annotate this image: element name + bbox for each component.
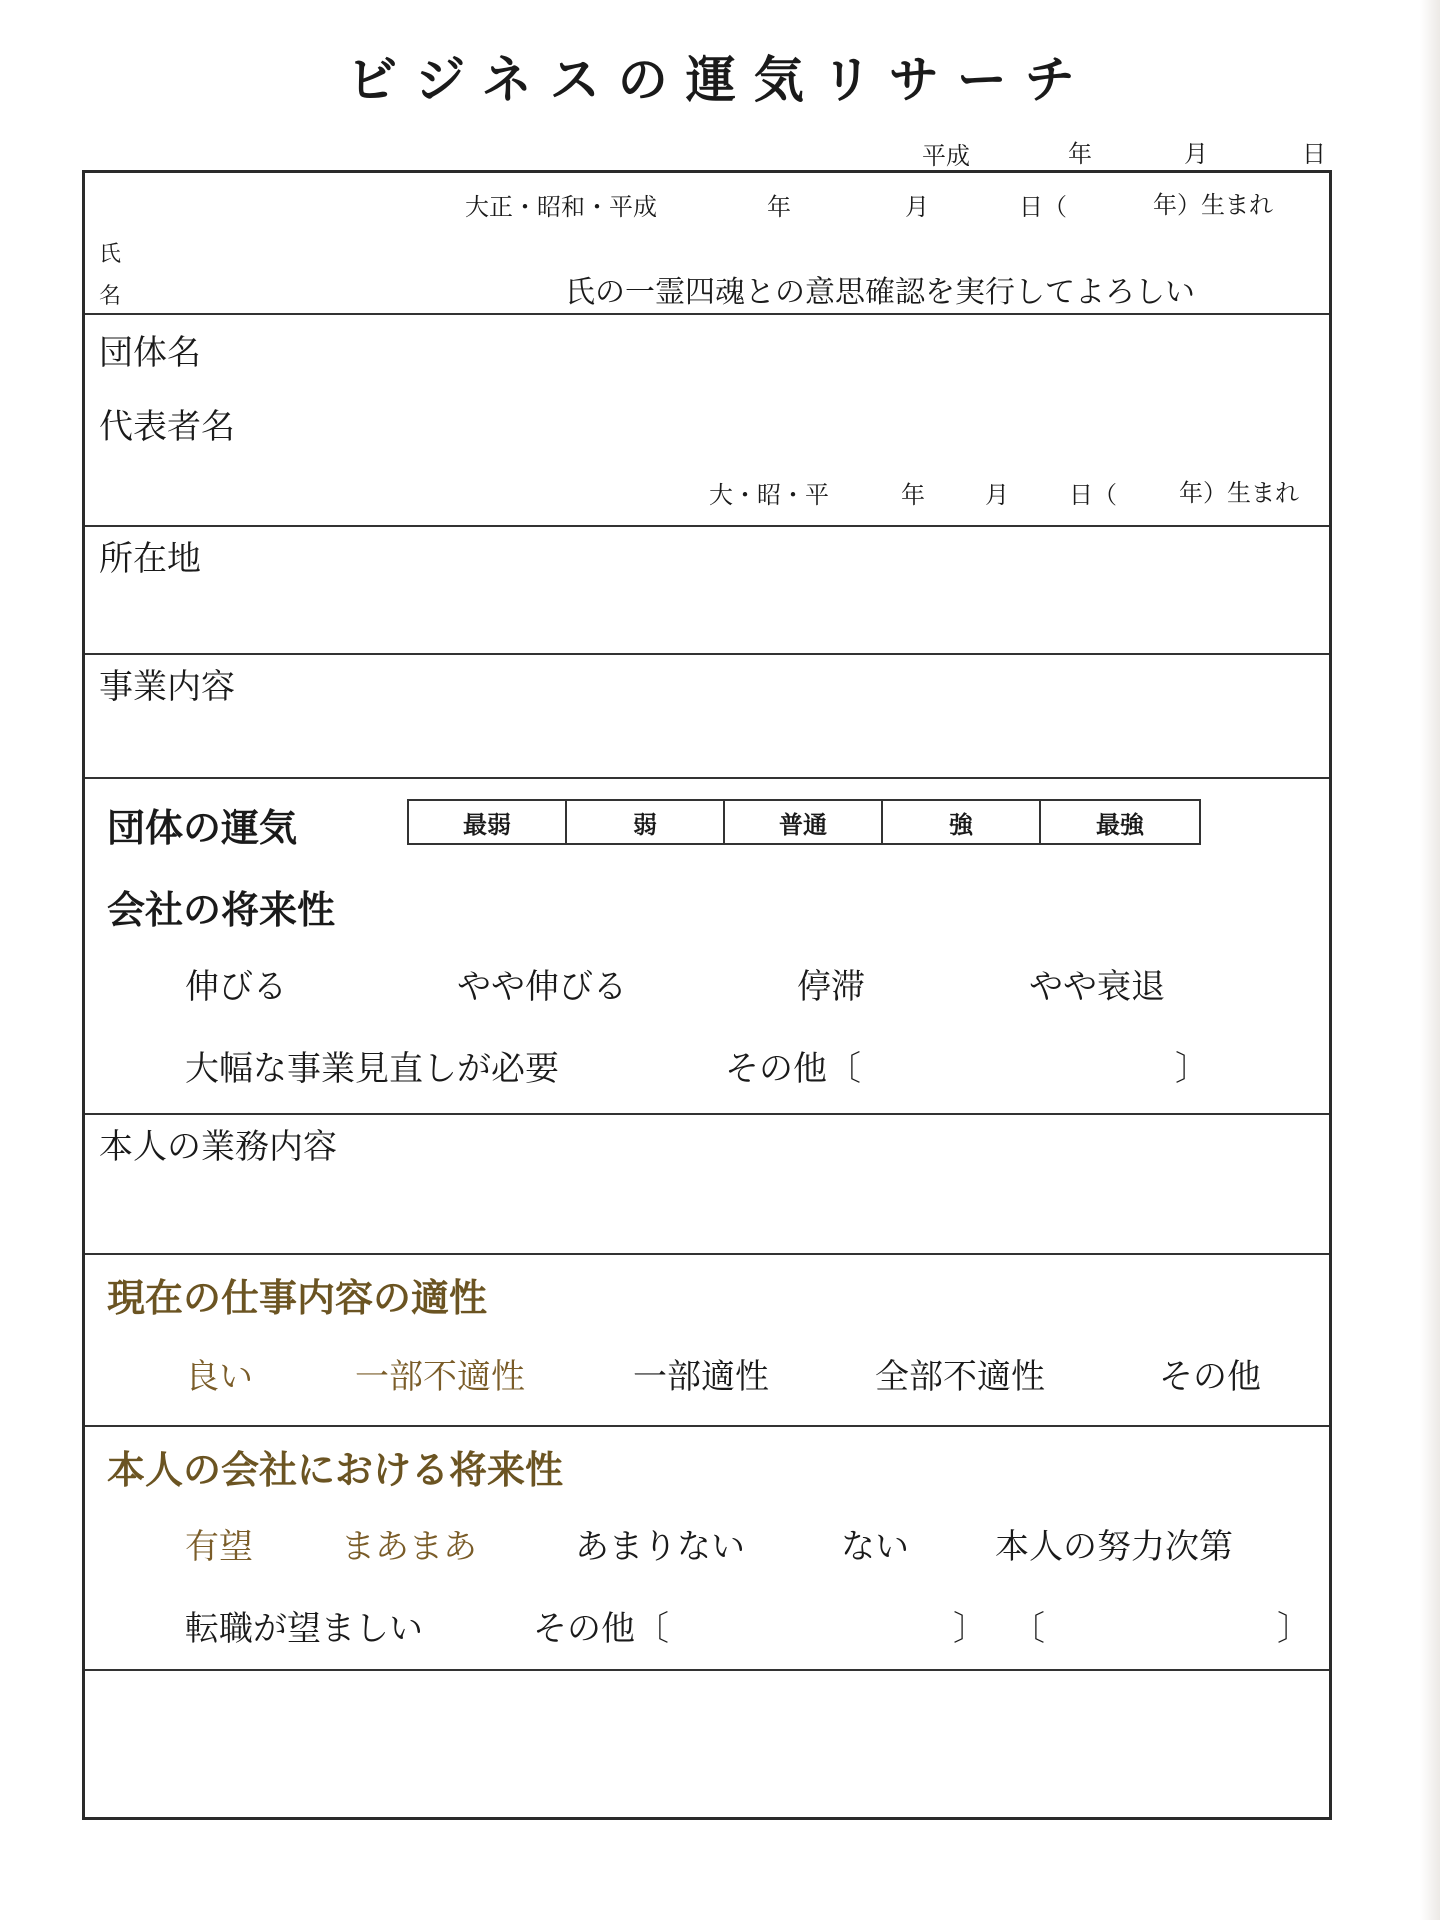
name-label-char1: 氏 <box>99 242 122 267</box>
company-future-option[interactable]: 伸びる <box>185 967 287 1007</box>
name-birth-month: 月 <box>905 193 929 221</box>
date-month: 月 <box>1184 140 1208 168</box>
company-future-option[interactable]: やや伸びる <box>457 967 627 1007</box>
personal-future-option[interactable]: 有望 <box>185 1527 253 1567</box>
address-label: 所在地 <box>99 539 201 579</box>
company-future-review-option[interactable]: 大幅な事業見直しが必要 <box>185 1049 559 1089</box>
company-future-other-option[interactable]: その他〔 <box>725 1049 861 1089</box>
divider <box>85 313 1329 315</box>
job-fitness-label: 現在の仕事内容の適性 <box>107 1276 488 1320</box>
group-fortune-label: 団体の運気 <box>107 806 298 850</box>
bracket-open: 〔 <box>1011 1609 1045 1649</box>
divider <box>85 525 1329 527</box>
divider <box>85 1253 1329 1255</box>
scale-cell[interactable]: 最弱 <box>409 801 567 843</box>
company-future-option[interactable]: 停滞 <box>797 967 865 1007</box>
fortune-scale <box>407 799 1201 845</box>
company-future-label: 会社の将来性 <box>107 888 336 932</box>
business-label: 事業内容 <box>99 667 235 707</box>
rep-birth-year: 年 <box>901 481 925 509</box>
personal-future-other-option[interactable]: その他〔 <box>533 1609 669 1649</box>
form-title: ビジネスの運気リサーチ <box>347 51 1093 109</box>
date-year: 年 <box>1068 140 1092 168</box>
research-form <box>82 170 1332 1820</box>
company-future-option[interactable]: やや衰退 <box>1029 967 1165 1007</box>
name-birth-suffix: 年）生まれ <box>1153 191 1273 219</box>
duties-label: 本人の業務内容 <box>99 1127 337 1167</box>
name-birth-year: 年 <box>767 193 791 221</box>
divider <box>85 777 1329 779</box>
job-fitness-option[interactable]: 一部適性 <box>633 1357 769 1397</box>
date-era: 平成 <box>922 142 970 170</box>
name-label-char2: 名 <box>99 284 122 309</box>
name-birth-era: 大正・昭和・平成 <box>465 193 657 221</box>
bracket-close: 〕 <box>953 1609 987 1649</box>
paper-edge <box>1420 0 1440 1920</box>
company-future-other-close: 〕 <box>1175 1049 1209 1089</box>
divider <box>85 653 1329 655</box>
notes-area[interactable] <box>85 1671 1329 1817</box>
personal-future-option[interactable]: 本人の努力次第 <box>995 1527 1233 1567</box>
name-birth-day: 日（ <box>1019 193 1067 221</box>
org-name-label: 団体名 <box>99 333 201 373</box>
job-fitness-option[interactable]: 全部不適性 <box>875 1357 1045 1397</box>
scale-cell[interactable]: 弱 <box>567 801 725 843</box>
personal-future-change-option[interactable]: 転職が望ましい <box>185 1609 423 1649</box>
divider <box>85 1113 1329 1115</box>
scale-cell[interactable]: 強 <box>883 801 1041 843</box>
personal-future-option[interactable]: あまりない <box>575 1527 745 1567</box>
rep-birth-suffix: 年）生まれ <box>1179 479 1299 507</box>
job-fitness-option[interactable]: 一部不適性 <box>355 1357 525 1397</box>
bracket-close: 〕 <box>1277 1609 1311 1649</box>
scale-cell[interactable]: 最強 <box>1096 810 1144 839</box>
job-fitness-option[interactable]: その他 <box>1159 1357 1261 1397</box>
divider <box>85 1425 1329 1427</box>
rep-birth-day: 日（ <box>1069 481 1117 509</box>
rep-birth-era: 大・昭・平 <box>709 481 829 509</box>
personal-future-label: 本人の会社における将来性 <box>107 1448 564 1492</box>
personal-future-option[interactable]: まあまあ <box>341 1527 477 1567</box>
rep-name-label: 代表者名 <box>99 407 235 447</box>
job-fitness-option[interactable]: 良い <box>185 1357 253 1397</box>
personal-future-option[interactable]: ない <box>841 1527 909 1567</box>
rep-birth-month: 月 <box>985 481 1009 509</box>
date-day: 日 <box>1302 140 1326 168</box>
scale-cell[interactable]: 普通 <box>725 801 883 843</box>
consent-text: 氏の一霊四魂との意思確認を実行してよろしい <box>565 275 1195 310</box>
